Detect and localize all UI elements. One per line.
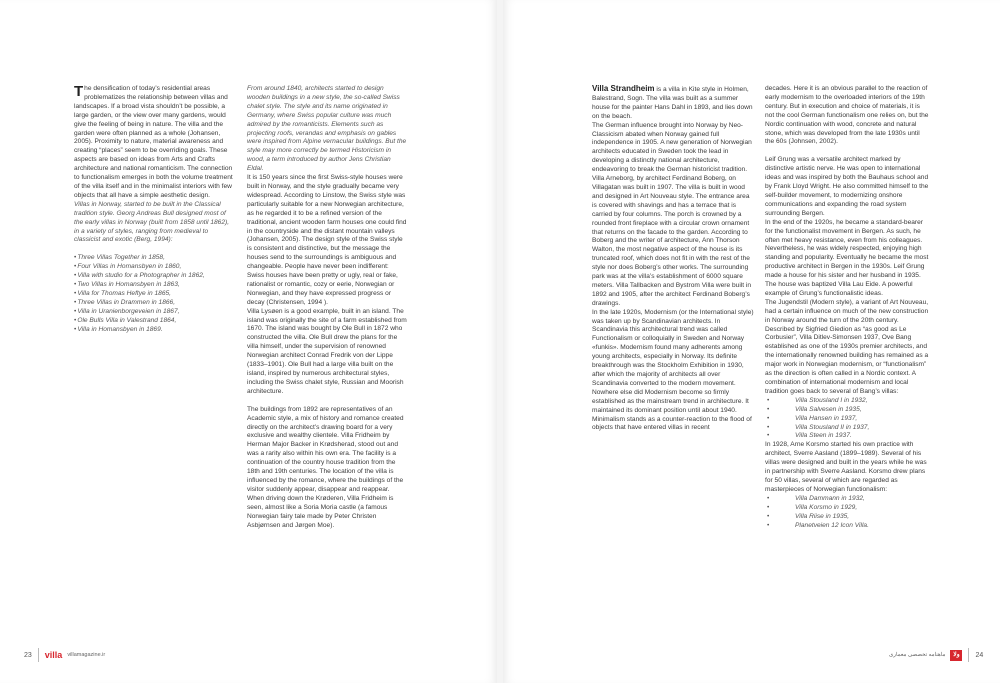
list-item: • Villa Hansen in 1937, <box>765 415 929 424</box>
right-page <box>503 0 1000 683</box>
arneborg-paragraph: Villa Arneborg, by architect Ferdinand Boberg, on Villagatan was built in 1907. The villa is built in wood and designed in Art Nouveau style. The entrance area is covered with shavings and has a terrace that is carried by four columns. The porch is crowned by a rounded front fireplace with a circular crown ornament that returns on the facade to the garden. According to Boberg and the writer of architecture, Ann Thorson Walton, the most negative aspect of the house is its truncated roof, which does not fit in with the rest of the style nor does Boberg’s other works. The surrounding park was at the villa’s establishment of 6000 square meters. Villa Tallbacken and Bystrom Villa were built in 1892 and 1905, after the architect Ferdinand Boberg’s drawings. <box>592 175 752 307</box>
list-item: • Villa Korsmo in 1929, <box>765 504 929 513</box>
giedion-paragraph: Described by Sigfried Giedion as “as good as Le Corbusier”, Villa Ditlev-Simonsen 1937, Ove Bang established as one of the 1930s premier architects, and the internationally renowned building has remained as a major work in Norwegian modernism, or “functionalism” as the direction is often called in a Nordic context. A combination of international modernism and local tradition goes back to several of Bang’s villas: <box>765 325 929 395</box>
list-item: • Villa with studio for a Photographer in 1862, <box>74 272 234 281</box>
list-item: • Three Villas Together in 1858, <box>74 254 234 263</box>
list-item: • Villa Salvesen in 1935, <box>765 406 929 415</box>
list-item: • Villa Stousland II in 1937, <box>765 424 929 433</box>
list-item: • Villa Riise in 1935, <box>765 513 929 522</box>
modernism-paragraph: In the late 1920s, Modernism (or the International style) was taken up by Scandinavian architects. In Scandinavia this architectural trend was called Functionalism or colloquially in Sweden and Norway «funkis». Modernism found many adherents among young architects, especially in Norway. Its definite breakthrough was the Stockholm Exhibition in 1930, after which the majority of architects all over Scandinavia converted to the modern movement. Nowhere else did Modernism become so firmly established as the mainstream trend in architecture. It maintained its dominant position until about 1940. Minimalism stands as a counter-reaction to the flood of objects that have entered villas in recent <box>592 308 754 432</box>
list-item: • Villa in Homansbyen in 1869. <box>74 326 234 335</box>
left-column-2 <box>247 85 407 530</box>
footer-divider <box>38 648 39 662</box>
list-item: • Planetveien 12 Icon Villa. <box>765 522 929 531</box>
lysoen-paragraph: Villa Lysøen is a good example, built in an island. The island was originally the site of a farm established from 1670. The island was bought by Ole Bull in 1872 who constructed the villa. Ole Bull drew the plans for the villa himself, under the supervision of renowned Norwegian architect Conrad Fredrik von der Lippe (1833–1901). Ole Bull had a large villa built on the island, inspired by numerous architectural styles, including the Swiss chalet style, Russian and Moorish architecture. <box>247 307 407 395</box>
drop-cap: T <box>74 83 84 100</box>
list-item: • Four Villas in Homansbyen in 1860, <box>74 263 234 272</box>
magazine-url[interactable]: villamagazine.ir <box>67 652 106 658</box>
left-column-1 <box>74 85 234 334</box>
list-item: • Three Villas in Drammen in 1866, <box>74 299 234 308</box>
italic-intro: Villas in Norway, started to be built in the Classical tradition style. Georg Andreas Bull designed most of the early villas in Norway (built from 1858 until 1862), in a variety of styles, ranging from medieval to classicist and exotic (Berg, 1994): <box>74 200 230 244</box>
section-title: Villa Strandheim <box>592 84 655 93</box>
footer-divider <box>968 648 969 662</box>
decades-paragraph: decades. Here it is an obvious parallel to the reaction of early modernism to the overloaded interiors of the 19th century. But in execution and choice of materials, it is not the cool German functionalism one relies on, but the Nordic continuation with wood, concrete and natural stone, which was developed from the late 1930s until the 60s (Johnsen, 2002). <box>765 85 929 146</box>
list-item: • Two Villas in Homansbyen in 1863, <box>74 281 234 290</box>
list-item: • Villa Stousland I in 1932, <box>765 397 929 406</box>
villa-logo-mark: ولا <box>950 650 962 661</box>
villa-logo: villa <box>44 650 63 660</box>
list-item: • Villa for Thomas Heftye in 1865, <box>74 290 234 299</box>
left-page <box>0 0 497 683</box>
swiss-style-intro: From around 1840, architects started to design wooden buildings in a new style, the so-called Swiss chalet style. The style and its name originated in Germany, where Swiss popular culture was much admired by the romanticists. Elements such as projecting roofs, verandas and emphasis on gables were inspired from Alpine vernacular buildings. But the style may more correctly be termed Historicism in wood, a term introduced by author Jens Christian Eldal. <box>247 85 407 173</box>
grung-paragraph-2: In the end of the 1920s, he became a standard-bearer for the functionalist movement in Bergen. As such, he often met heavy resistance, even from his colleagues. Nevertheless, he was widely respected, enjoying high standing and popularity. Eventually he became the most productive architect in Bergen in the 1930s. Leif Grung made a house for his sister and her husband in 1935. The house was baptized Villa Lau Eide. A powerful example of Grung’s functionalistic ideas. <box>765 218 929 297</box>
strandheim-paragraph: Villa Strandheim is a villa in Kite style in Holmen, Balestrand, Sogn. The villa was built as a summer house for the painter Hans Dahl in 1893, and lies down on the beach. <box>592 84 753 120</box>
left-footer <box>24 648 105 662</box>
right-column-2 <box>765 85 929 530</box>
list-item: • Villa Steen in 1937. <box>765 432 929 441</box>
list-item: • Ole Bulls Villa in Valestrand 1864, <box>74 317 234 326</box>
korsmo-paragraph: In 1928, Arne Korsmo started his own practice with architect, Sverre Aasland (1899–1989). Several of his villas were designed and built in the years while he was in partnership with Sverre Aasland. Korsmo drew plans for 50 villas, several of which are regarded as masterpieces of Norwegian functionalism: <box>765 441 927 493</box>
persian-tagline: ماهنامه تخصصی معماری <box>889 652 946 658</box>
german-influence-paragraph: The German influence brought into Norway by Neo-Classicism abated when Norway gained full independence in 1905. A new generation of Norwegian architects educated in Sweden took the lead in developing a distinctly national architecture, endeavoring to break the German historicist tradition. <box>592 121 752 174</box>
page-number: 24 <box>975 651 984 659</box>
intro-paragraph: The densification of today’s residential areas problematizes the relationship between villas and landscapes. If a broad vista shouldn’t be possible, a large garden, or the view over many gardens, would give the feeling of being in nature. The villa and the garden were often planned as a whole (Johansen, 2005). Proximity to nature, material awareness and creating “places” seem to be overriding goals. These aspects are based on ideas from Arts and Crafts architecture and national romanticism. The connection to functionalism emerges in both the volume treatment of the villa itself and in the minimalist interiors with few objects that all have a simple aesthetic design. <box>74 83 233 199</box>
early-villas-list <box>74 254 234 334</box>
page-number: 23 <box>24 651 32 659</box>
list-item: • Villa Dammann in 1932, <box>765 495 929 504</box>
swiss-style-paragraph: It is 150 years since the first Swiss-style houses were built in Norway, and the style gradually became very widespread. According to Linstow, the Swiss style was particularly suitable for a new Norwegian architecture, as he regarded it to be a refined version of the traditional, ancient wooden farm houses one could find in the countryside and the distant mountain valleys (Johansen, 2005). The design style of the Swiss style is consistent and distinctive, but the message the houses send to the surroundings is ambiguous and changeable. People have never been indifferent: Swiss houses have been pretty or ugly, real or fake, rationalist or romantic, cozy or eerie, Norwegian or Norwegian, and they have expressed progress or decay (Christensen, 1994 ). <box>247 174 407 306</box>
right-column-1 <box>592 85 756 433</box>
jugendstil-paragraph: The Jugendstil (Modern style), a variant of Art Nouveau, had a certain influence on much of the new construction in Norway around the turn of the 20th century. <box>765 298 929 324</box>
bang-villas-list <box>765 397 929 442</box>
korsmo-villas-list <box>765 495 929 531</box>
right-footer <box>889 648 983 662</box>
grung-paragraph: Leif Grung was a versatile architect marked by distinctive artistic nerve. He was open to international ideas and was inspired by both the Bauhaus school and by Frank Lloyd Wright. He also committed himself to the self-builder movement, to modernizing onshore communications and expanding the road system surrounding Bergen. <box>765 156 929 217</box>
list-item: • Villa in Uranienborgeveien in 1867, <box>74 308 234 317</box>
academic-style-paragraph: The buildings from 1892 are representatives of an Academic style, a mix of history and romance created directly on the architect’s drawing board for a very exclusive and wealthy clientele. Villa Fridheim by Herman Major Backer in Krødsherad, stood out and was a rarity also within his own era. The facility is a continuation of the country house tradition from the 18th and 19th centuries. The location of the villa is influenced by the romance, where the buildings of the visitor suddenly appear, disappear and reappear. When driving down the Krøderen, Villa Fridheim is seen, almost like a Soria Moria castle (a famous Norwegian fairy tale made by Peter Christen Asbjørnsen and Jørgen Moe). <box>247 405 404 529</box>
